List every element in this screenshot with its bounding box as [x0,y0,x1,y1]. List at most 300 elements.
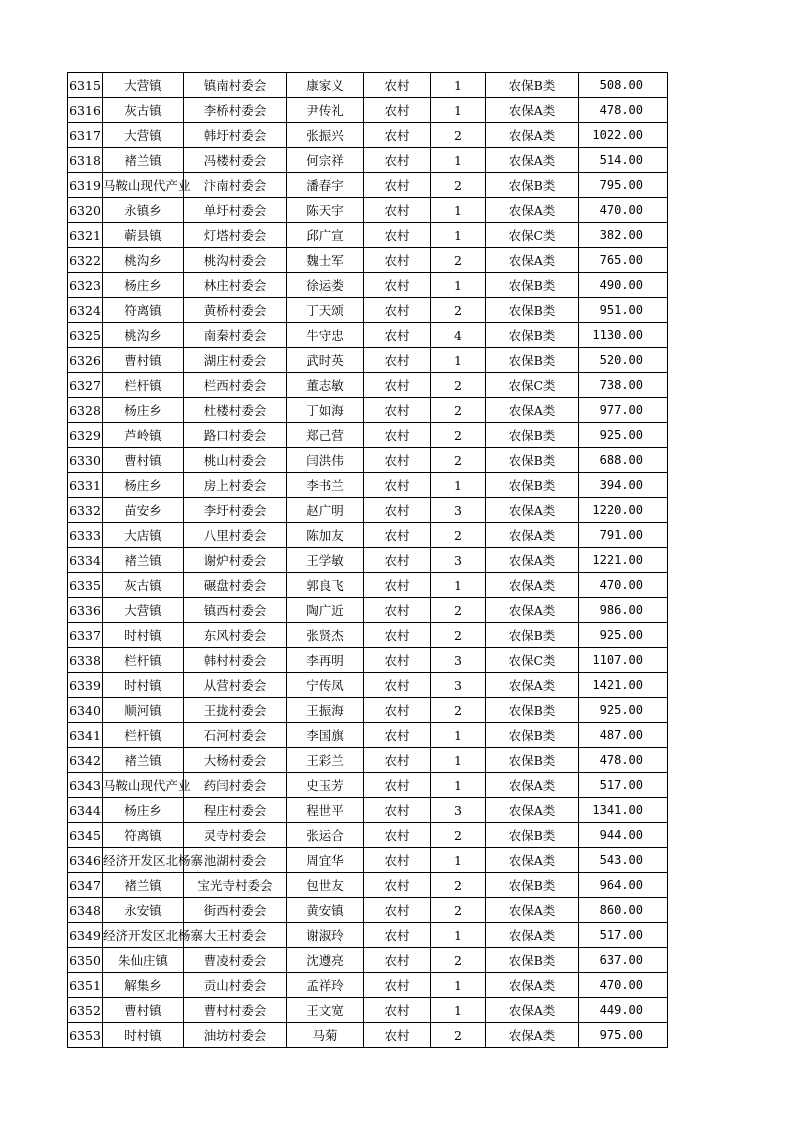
cell-town: 永镇乡 [103,198,184,223]
cell-residence-type: 农村 [364,348,431,373]
table-row [68,748,668,773]
cell-household-count: 1 [431,848,486,873]
cell-residence-type: 农村 [364,723,431,748]
data-table [67,72,668,1048]
cell-amount: 470.00 [579,198,668,223]
cell-household-count: 2 [431,123,486,148]
cell-household-count: 2 [431,823,486,848]
cell-amount: 478.00 [579,98,668,123]
cell-household-count: 1 [431,273,486,298]
cell-amount: 1221.00 [579,548,668,573]
cell-row-id: 6317 [68,123,103,148]
cell-row-id: 6340 [68,698,103,723]
cell-residence-type: 农村 [364,848,431,873]
cell-insurance-class: 农保A类 [486,973,579,998]
cell-row-id: 6328 [68,398,103,423]
cell-household-count: 1 [431,348,486,373]
cell-person-name: 李书兰 [287,473,364,498]
cell-town: 时村镇 [103,1023,184,1048]
cell-residence-type: 农村 [364,623,431,648]
table-row [68,248,668,273]
cell-row-id: 6316 [68,98,103,123]
cell-person-name: 张运合 [287,823,364,848]
cell-person-name: 王学敏 [287,548,364,573]
cell-household-count: 2 [431,248,486,273]
cell-household-count: 2 [431,448,486,473]
cell-person-name: 康家义 [287,73,364,98]
cell-row-id: 6341 [68,723,103,748]
table-row [68,798,668,823]
cell-person-name: 丁天颂 [287,298,364,323]
cell-residence-type: 农村 [364,323,431,348]
table-row [68,973,668,998]
cell-residence-type: 农村 [364,898,431,923]
cell-residence-type: 农村 [364,873,431,898]
cell-town: 大营镇 [103,598,184,623]
cell-amount: 791.00 [579,523,668,548]
cell-residence-type: 农村 [364,298,431,323]
cell-insurance-class: 农保C类 [486,223,579,248]
cell-residence-type: 农村 [364,73,431,98]
cell-person-name: 丁如海 [287,398,364,423]
cell-residence-type: 农村 [364,273,431,298]
cell-town: 曹村镇 [103,448,184,473]
cell-person-name: 牛守忠 [287,323,364,348]
cell-town: 褚兰镇 [103,748,184,773]
table-row [68,123,668,148]
cell-town: 永安镇 [103,898,184,923]
table-row [68,948,668,973]
cell-amount: 508.00 [579,73,668,98]
cell-insurance-class: 农保B类 [486,173,579,198]
table-row [68,173,668,198]
cell-row-id: 6350 [68,948,103,973]
cell-insurance-class: 农保A类 [486,1023,579,1048]
cell-household-count: 1 [431,73,486,98]
cell-row-id: 6327 [68,373,103,398]
cell-residence-type: 农村 [364,773,431,798]
cell-row-id: 6329 [68,423,103,448]
cell-amount: 1022.00 [579,123,668,148]
cell-row-id: 6335 [68,573,103,598]
cell-village-committee: 南秦村委会 [184,323,287,348]
cell-residence-type: 农村 [364,398,431,423]
cell-residence-type: 农村 [364,573,431,598]
cell-person-name: 何宗祥 [287,148,364,173]
cell-town: 栏杆镇 [103,373,184,398]
cell-residence-type: 农村 [364,473,431,498]
cell-amount: 1107.00 [579,648,668,673]
cell-row-id: 6325 [68,323,103,348]
cell-row-id: 6342 [68,748,103,773]
cell-insurance-class: 农保B类 [486,73,579,98]
cell-residence-type: 农村 [364,548,431,573]
cell-household-count: 1 [431,723,486,748]
cell-insurance-class: 农保B类 [486,723,579,748]
cell-village-committee: 药闫村委会 [184,773,287,798]
cell-person-name: 王振海 [287,698,364,723]
cell-town: 栏杆镇 [103,723,184,748]
cell-village-committee: 大杨村委会 [184,748,287,773]
cell-residence-type: 农村 [364,923,431,948]
cell-village-committee: 大王村委会 [184,923,287,948]
table-row [68,73,668,98]
table-row [68,548,668,573]
table-row [68,873,668,898]
cell-amount: 517.00 [579,773,668,798]
cell-row-id: 6345 [68,823,103,848]
cell-person-name: 郑己营 [287,423,364,448]
cell-insurance-class: 农保A类 [486,198,579,223]
cell-amount: 520.00 [579,348,668,373]
cell-household-count: 2 [431,698,486,723]
cell-row-id: 6332 [68,498,103,523]
cell-person-name: 董志敏 [287,373,364,398]
cell-row-id: 6319 [68,173,103,198]
cell-village-committee: 碾盘村委会 [184,573,287,598]
cell-insurance-class: 农保A类 [486,798,579,823]
cell-town: 杨庄乡 [103,473,184,498]
cell-person-name: 张贤杰 [287,623,364,648]
cell-row-id: 6320 [68,198,103,223]
cell-insurance-class: 农保A类 [486,573,579,598]
cell-insurance-class: 农保A类 [486,598,579,623]
cell-row-id: 6336 [68,598,103,623]
cell-row-id: 6324 [68,298,103,323]
cell-amount: 449.00 [579,998,668,1023]
table-row [68,1023,668,1048]
table-row [68,723,668,748]
cell-village-committee: 程庄村委会 [184,798,287,823]
cell-household-count: 2 [431,423,486,448]
cell-person-name: 包世友 [287,873,364,898]
table-row [68,698,668,723]
table-row [68,423,668,448]
cell-village-committee: 灯塔村委会 [184,223,287,248]
cell-town: 符离镇 [103,823,184,848]
table-row [68,223,668,248]
cell-village-committee: 镇西村委会 [184,598,287,623]
cell-person-name: 王彩兰 [287,748,364,773]
cell-amount: 925.00 [579,698,668,723]
cell-residence-type: 农村 [364,973,431,998]
cell-person-name: 潘春宇 [287,173,364,198]
cell-insurance-class: 农保B类 [486,698,579,723]
cell-household-count: 1 [431,923,486,948]
cell-village-committee: 从营村委会 [184,673,287,698]
cell-village-committee: 桃山村委会 [184,448,287,473]
cell-town: 苗安乡 [103,498,184,523]
cell-amount: 487.00 [579,723,668,748]
cell-amount: 688.00 [579,448,668,473]
cell-amount: 925.00 [579,423,668,448]
cell-town: 杨庄乡 [103,273,184,298]
cell-town: 灰古镇 [103,573,184,598]
cell-household-count: 4 [431,323,486,348]
table-row [68,598,668,623]
cell-row-id: 6343 [68,773,103,798]
cell-amount: 517.00 [579,923,668,948]
cell-amount: 470.00 [579,573,668,598]
table-row [68,573,668,598]
cell-residence-type: 农村 [364,248,431,273]
cell-household-count: 1 [431,148,486,173]
cell-amount: 795.00 [579,173,668,198]
cell-village-committee: 东风村委会 [184,623,287,648]
cell-residence-type: 农村 [364,198,431,223]
table-row [68,298,668,323]
cell-amount: 951.00 [579,298,668,323]
table-row [68,198,668,223]
table-row [68,898,668,923]
cell-village-committee: 灵寺村委会 [184,823,287,848]
cell-person-name: 陶广近 [287,598,364,623]
cell-insurance-class: 农保B类 [486,473,579,498]
cell-household-count: 2 [431,173,486,198]
cell-town: 顺河镇 [103,698,184,723]
cell-town: 大店镇 [103,523,184,548]
cell-amount: 514.00 [579,148,668,173]
cell-insurance-class: 农保B类 [486,348,579,373]
cell-household-count: 2 [431,1023,486,1048]
cell-town: 褚兰镇 [103,873,184,898]
table-row [68,98,668,123]
cell-insurance-class: 农保B类 [486,423,579,448]
cell-residence-type: 农村 [364,748,431,773]
cell-town: 杨庄乡 [103,798,184,823]
cell-residence-type: 农村 [364,223,431,248]
cell-residence-type: 农村 [364,648,431,673]
cell-residence-type: 农村 [364,448,431,473]
cell-residence-type: 农村 [364,523,431,548]
cell-amount: 470.00 [579,973,668,998]
table-row [68,323,668,348]
cell-insurance-class: 农保B类 [486,873,579,898]
cell-village-committee: 栏西村委会 [184,373,287,398]
cell-village-committee: 贡山村委会 [184,973,287,998]
cell-household-count: 1 [431,573,486,598]
cell-residence-type: 农村 [364,173,431,198]
cell-town: 桃沟乡 [103,248,184,273]
cell-household-count: 2 [431,523,486,548]
cell-amount: 490.00 [579,273,668,298]
cell-household-count: 1 [431,98,486,123]
cell-village-committee: 李圩村委会 [184,498,287,523]
cell-village-committee: 林庄村委会 [184,273,287,298]
cell-village-committee: 房上村委会 [184,473,287,498]
cell-insurance-class: 农保A类 [486,898,579,923]
cell-row-id: 6326 [68,348,103,373]
cell-household-count: 1 [431,473,486,498]
cell-household-count: 2 [431,298,486,323]
cell-amount: 977.00 [579,398,668,423]
table-row [68,373,668,398]
cell-residence-type: 农村 [364,498,431,523]
cell-town: 经济开发区北杨寨 [103,848,184,873]
cell-amount: 925.00 [579,623,668,648]
cell-household-count: 2 [431,398,486,423]
cell-household-count: 3 [431,648,486,673]
cell-household-count: 1 [431,973,486,998]
cell-amount: 765.00 [579,248,668,273]
cell-village-committee: 单圩村委会 [184,198,287,223]
cell-row-id: 6337 [68,623,103,648]
cell-town: 大营镇 [103,73,184,98]
cell-insurance-class: 农保B类 [486,623,579,648]
cell-town: 时村镇 [103,623,184,648]
cell-row-id: 6346 [68,848,103,873]
cell-amount: 738.00 [579,373,668,398]
cell-residence-type: 农村 [364,98,431,123]
cell-row-id: 6338 [68,648,103,673]
cell-residence-type: 农村 [364,698,431,723]
cell-household-count: 1 [431,748,486,773]
table-row [68,623,668,648]
cell-person-name: 孟祥玲 [287,973,364,998]
cell-person-name: 郭良飞 [287,573,364,598]
cell-town: 褚兰镇 [103,548,184,573]
table-row [68,823,668,848]
cell-residence-type: 农村 [364,673,431,698]
cell-insurance-class: 农保A类 [486,123,579,148]
cell-row-id: 6347 [68,873,103,898]
cell-row-id: 6351 [68,973,103,998]
cell-amount: 1130.00 [579,323,668,348]
cell-insurance-class: 农保B类 [486,273,579,298]
cell-town: 杨庄乡 [103,398,184,423]
cell-row-id: 6334 [68,548,103,573]
cell-row-id: 6348 [68,898,103,923]
cell-village-committee: 路口村委会 [184,423,287,448]
cell-insurance-class: 农保A类 [486,98,579,123]
cell-household-count: 1 [431,198,486,223]
table-row [68,273,668,298]
cell-residence-type: 农村 [364,1023,431,1048]
cell-town: 符离镇 [103,298,184,323]
cell-village-committee: 李桥村委会 [184,98,287,123]
cell-insurance-class: 农保B类 [486,748,579,773]
cell-household-count: 2 [431,373,486,398]
table-row [68,773,668,798]
cell-town: 褚兰镇 [103,148,184,173]
cell-person-name: 李国旗 [287,723,364,748]
cell-insurance-class: 农保A类 [486,548,579,573]
cell-household-count: 1 [431,773,486,798]
cell-residence-type: 农村 [364,148,431,173]
cell-amount: 860.00 [579,898,668,923]
cell-household-count: 1 [431,998,486,1023]
cell-amount: 382.00 [579,223,668,248]
cell-person-name: 沈遵亮 [287,948,364,973]
cell-town: 经济开发区北杨寨 [103,923,184,948]
cell-insurance-class: 农保B类 [486,823,579,848]
cell-row-id: 6339 [68,673,103,698]
table-body [68,73,668,1048]
cell-village-committee: 王拢村委会 [184,698,287,723]
cell-insurance-class: 农保B类 [486,448,579,473]
cell-amount: 964.00 [579,873,668,898]
cell-town: 栏杆镇 [103,648,184,673]
cell-village-committee: 曹凌村委会 [184,948,287,973]
cell-village-committee: 八里村委会 [184,523,287,548]
cell-insurance-class: 农保B类 [486,298,579,323]
cell-household-count: 1 [431,223,486,248]
cell-amount: 986.00 [579,598,668,623]
cell-village-committee: 池湖村委会 [184,848,287,873]
cell-household-count: 3 [431,498,486,523]
cell-town: 解集乡 [103,973,184,998]
cell-town: 曹村镇 [103,348,184,373]
cell-person-name: 尹传礼 [287,98,364,123]
cell-insurance-class: 农保A类 [486,848,579,873]
cell-row-id: 6318 [68,148,103,173]
cell-insurance-class: 农保A类 [486,523,579,548]
cell-village-committee: 曹村村委会 [184,998,287,1023]
cell-amount: 975.00 [579,1023,668,1048]
cell-village-committee: 湖庄村委会 [184,348,287,373]
cell-insurance-class: 农保A类 [486,673,579,698]
cell-household-count: 2 [431,598,486,623]
cell-village-committee: 桃沟村委会 [184,248,287,273]
cell-amount: 1220.00 [579,498,668,523]
cell-village-committee: 谢炉村委会 [184,548,287,573]
cell-person-name: 徐运娄 [287,273,364,298]
table-row [68,848,668,873]
cell-residence-type: 农村 [364,423,431,448]
cell-row-id: 6330 [68,448,103,473]
cell-insurance-class: 农保A类 [486,773,579,798]
cell-row-id: 6322 [68,248,103,273]
table-row [68,998,668,1023]
cell-household-count: 3 [431,798,486,823]
cell-village-committee: 宝光寺村委会 [184,873,287,898]
table-row [68,348,668,373]
cell-insurance-class: 农保C类 [486,648,579,673]
cell-residence-type: 农村 [364,123,431,148]
cell-residence-type: 农村 [364,948,431,973]
cell-residence-type: 农村 [364,998,431,1023]
table-row [68,448,668,473]
cell-insurance-class: 农保A类 [486,498,579,523]
cell-household-count: 2 [431,623,486,648]
table-row [68,148,668,173]
cell-household-count: 3 [431,548,486,573]
cell-person-name: 陈天宇 [287,198,364,223]
table-row [68,923,668,948]
cell-amount: 543.00 [579,848,668,873]
cell-insurance-class: 农保A类 [486,248,579,273]
cell-row-id: 6323 [68,273,103,298]
cell-row-id: 6315 [68,73,103,98]
cell-person-name: 史玉芳 [287,773,364,798]
cell-village-committee: 镇南村委会 [184,73,287,98]
cell-household-count: 2 [431,873,486,898]
cell-town: 马鞍山现代产业 [103,773,184,798]
cell-town: 桃沟乡 [103,323,184,348]
table-row [68,648,668,673]
cell-residence-type: 农村 [364,798,431,823]
cell-amount: 1421.00 [579,673,668,698]
cell-insurance-class: 农保A类 [486,398,579,423]
table-row [68,498,668,523]
cell-person-name: 程世平 [287,798,364,823]
table-row [68,673,668,698]
cell-row-id: 6321 [68,223,103,248]
cell-household-count: 2 [431,898,486,923]
cell-village-committee: 黄桥村委会 [184,298,287,323]
cell-town: 马鞍山现代产业 [103,173,184,198]
cell-residence-type: 农村 [364,823,431,848]
